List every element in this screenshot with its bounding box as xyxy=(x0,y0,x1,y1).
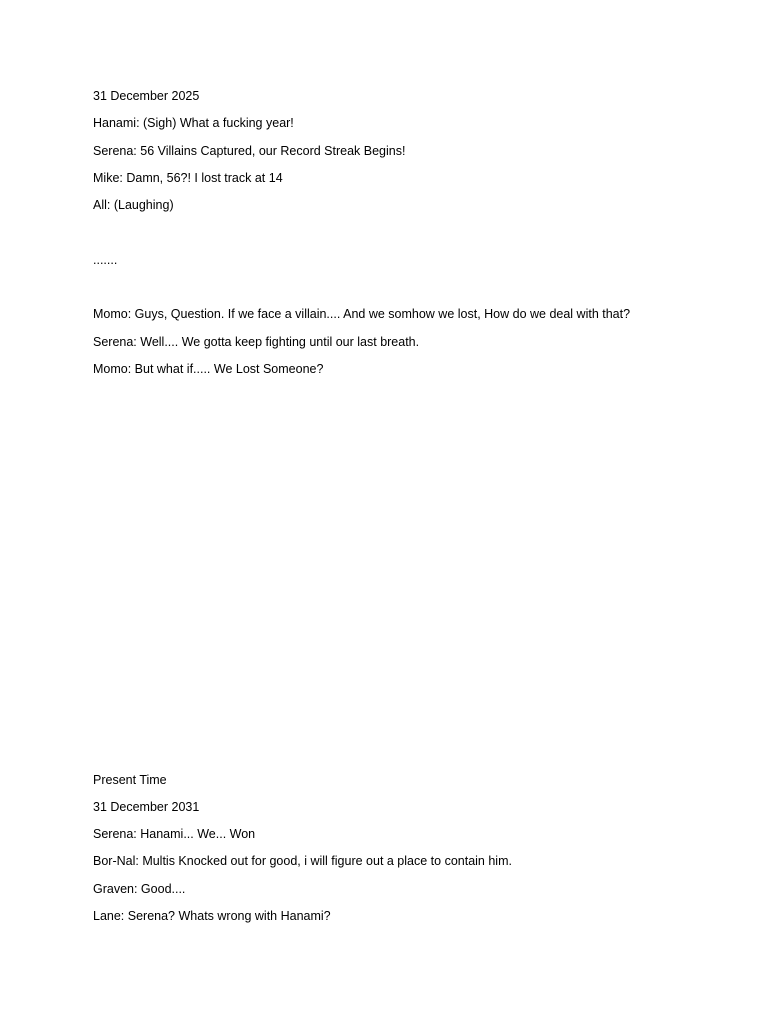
dialogue-line: Mike: Damn, 56?! I lost track at 14 xyxy=(93,171,283,185)
dialogue-line: Graven: Good.... xyxy=(93,882,186,896)
dialogue-line: Lane: Serena? Whats wrong with Hanami? xyxy=(93,909,331,923)
date-line: 31 December 2031 xyxy=(93,800,200,814)
dialogue-line: Serena: 56 Villains Captured, our Record Streak Begins! xyxy=(93,144,406,158)
dialogue-line: Hanami: (Sigh) What a fucking year! xyxy=(93,116,294,130)
scene-break: ....... xyxy=(93,253,118,267)
dialogue-line: All: (Laughing) xyxy=(93,198,174,212)
dialogue-line: Bor-Nal: Multis Knocked out for good, i will figure out a place to contain him. xyxy=(93,854,512,868)
dialogue-line: Momo: Guys, Question. If we face a villain.... And we somhow we lost, How do we deal with that? xyxy=(93,307,631,321)
date-line: 31 December 2025 xyxy=(93,89,200,103)
section-heading: Present Time xyxy=(93,773,167,787)
dialogue-line: Momo: But what if..... We Lost Someone? xyxy=(93,362,324,376)
dialogue-line: Serena: Hanami... We... Won xyxy=(93,827,256,841)
dialogue-line: Serena: Well.... We gotta keep fighting until our last breath. xyxy=(93,335,420,349)
